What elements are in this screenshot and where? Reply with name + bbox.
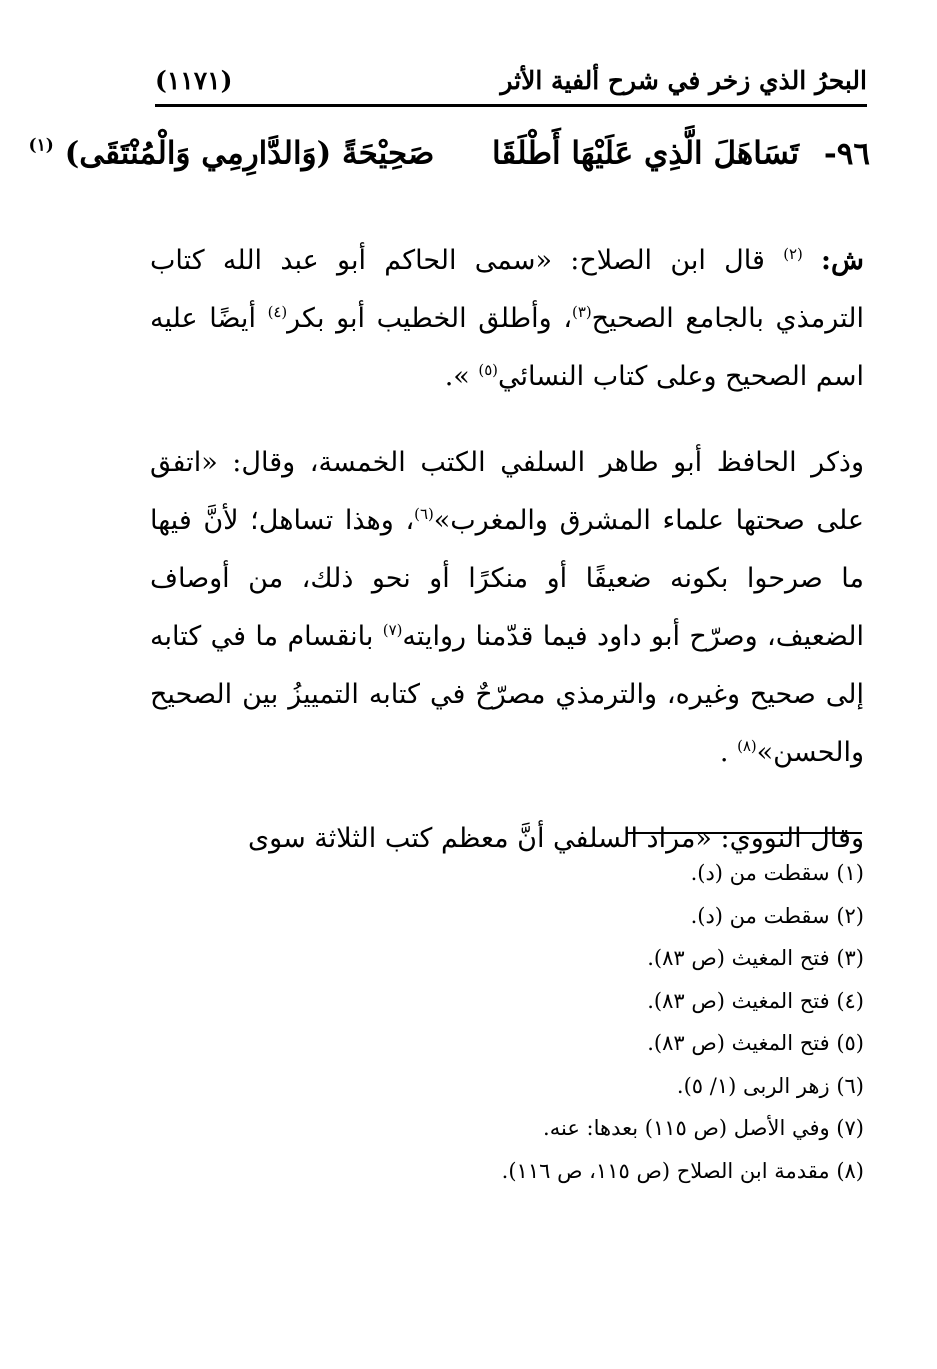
header-divider: [155, 104, 867, 107]
footnote-item: (٥) فتح المغيث (ص ٨٣).: [647, 1031, 864, 1055]
text-run: [803, 245, 821, 276]
footnote-item: (٣) فتح المغيث (ص ٨٣).: [647, 946, 864, 970]
text-run: وذكر الحافظ أبو طاهر السلفي الكتب الخمسة، وقال: «اتفق على صحتها علماء المشرق والمغرب»: [150, 447, 864, 536]
poem-verse: [28, 134, 870, 196]
footnote-item: (١) سقطت من (د).: [690, 861, 864, 885]
paragraph: [150, 434, 864, 782]
footnote-item: (٤) فتح المغيث (ص ٨٣).: [647, 988, 864, 1013]
footnote-item: (٦) زهر الربى (١/ ٥).: [676, 1073, 864, 1098]
footnote-marker: (٨): [737, 737, 757, 755]
commentary-marker: ش:: [821, 245, 864, 276]
text-run: بانقسام ما في كتابه إلى صحيح وغيره، والترمذي مصرّحٌ في كتابه التمييزُ بين الصحيح والحسن»: [150, 621, 864, 768]
text-run: ، وأطلق الخطيب أبو بكر: [287, 303, 573, 334]
footnote-item: (٧) وفي الأصل (ص ١١٥) بعدها: عنه.: [543, 1116, 864, 1140]
footnote-divider: [626, 832, 862, 834]
footnote-marker: (٦): [414, 505, 434, 523]
footnote-item: (٢) سقطت من (د).: [690, 903, 864, 928]
text-run: قال ابن الصلاح: «سمى الحاكم أبو عبد الله كتاب الترمذي بالجامع الصحيح: [150, 245, 864, 334]
footnote-marker: (٤): [267, 303, 288, 321]
text-run: أيضًا عليه اسم الصحيح وعلى كتاب النسائي: [150, 303, 864, 392]
page-number: (١١٧١): [155, 66, 233, 95]
footnote-marker: (٣): [572, 303, 592, 321]
verse-number: ٩٦-: [823, 135, 870, 172]
text-run: ، وهذا تساهل؛ لأنَّ فيها ما صرحوا بكونه ضعيفًا أو منكرًا أو نحو ذلك، من أوصاف الضعيف، وصرّح أبو داود فيما قدّمنا روايته: [150, 505, 865, 652]
footnote-item: (٨) مقدمة ابن الصلاح (ص ١١٥، ص ١١٦).: [501, 1158, 864, 1183]
running-header: [155, 62, 867, 104]
verse-second-hemistich: صَحِيْحَةً (وَالدَّارِمِي وَالْمُنْتَقَى): [64, 135, 435, 172]
footnote-marker: (١): [28, 135, 54, 156]
text-run: وقال النووي: «مراد السلفي أنَّ معظم كتب الثلاثة سوى: [248, 823, 864, 854]
footnote-marker: (٥): [478, 361, 498, 379]
footnotes: [150, 852, 864, 1192]
text-run: .: [719, 737, 738, 768]
footnote-marker: (٧): [382, 621, 403, 639]
text-run: ».: [444, 361, 479, 392]
footnote-marker: (٢): [783, 245, 803, 263]
book-title: البحرُ الذي زخر في شرح ألفية الأثر: [500, 66, 867, 95]
commentary-text: [150, 232, 864, 896]
paragraph: [150, 232, 864, 406]
verse-first-hemistich: تَسَاهَلَ الَّذِي عَلَيْهَا أَطْلَقَا: [491, 135, 800, 172]
